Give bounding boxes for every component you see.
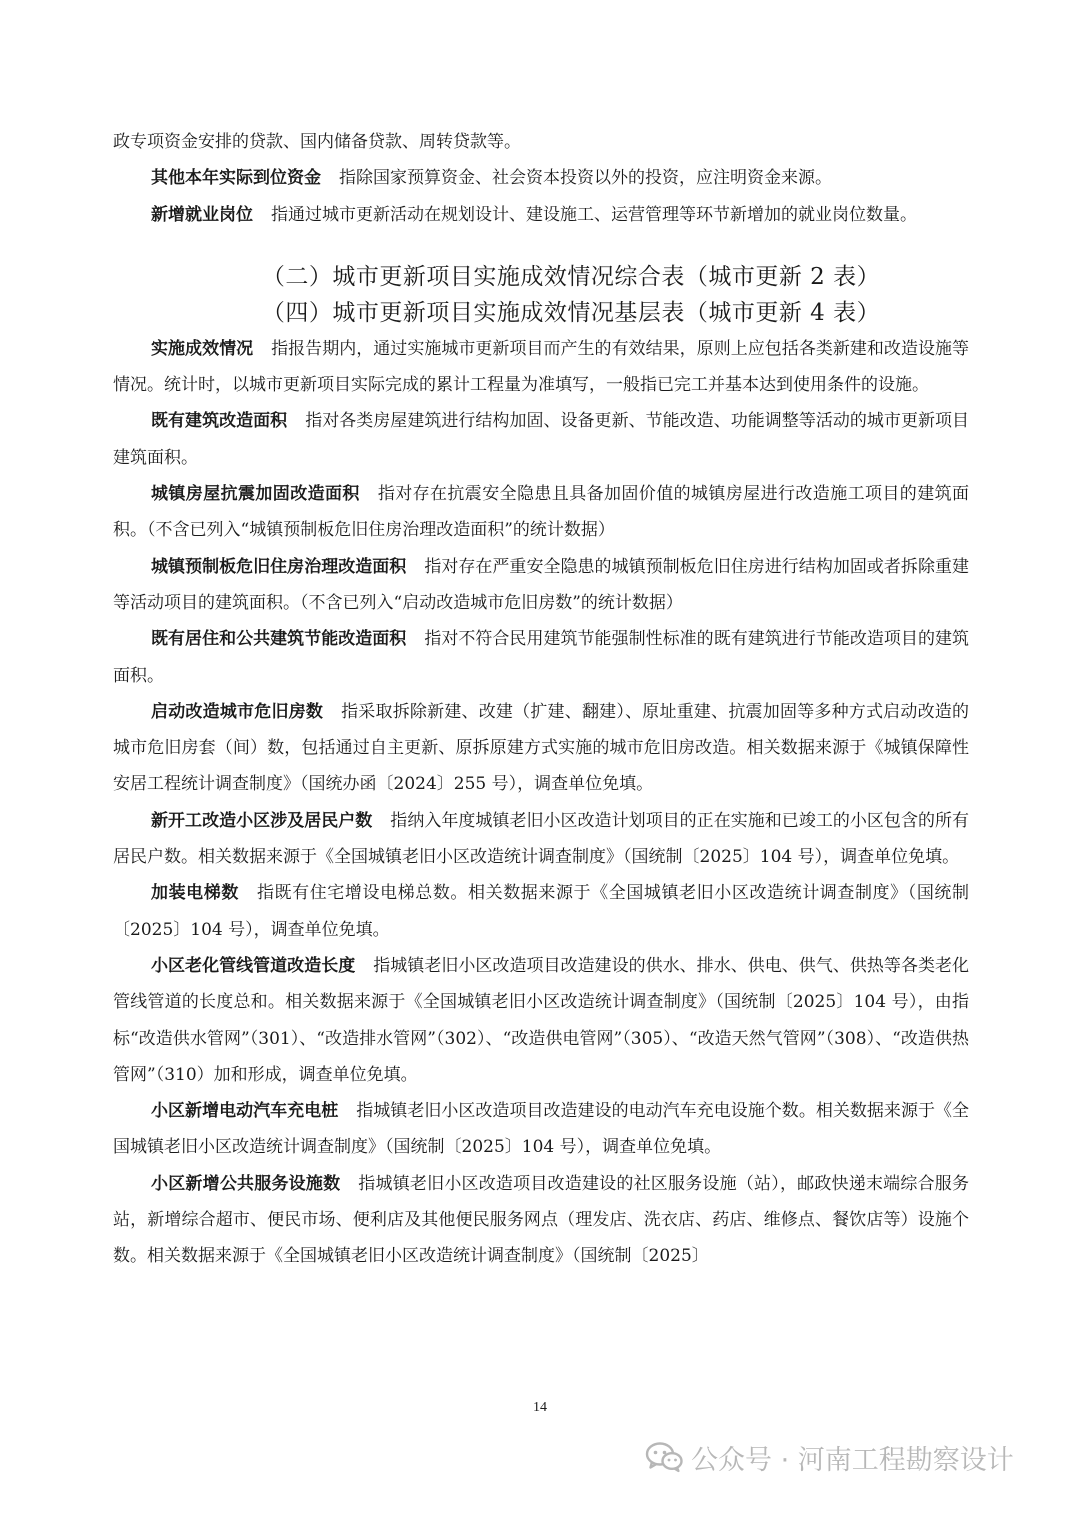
term-label: 新开工改造小区涉及居民户数 xyxy=(151,810,373,831)
definition-elevator-count xyxy=(113,875,969,948)
term-label: 小区新增电动汽车充电桩 xyxy=(151,1101,339,1122)
paragraph-2-text: 指除国家预算资金、社会资本投资以外的投资，应注明资金来源。 xyxy=(339,168,832,189)
paragraph-2 xyxy=(113,160,969,196)
term-label: 既有建筑改造面积 xyxy=(151,411,288,432)
definition-energy-retrofit-area xyxy=(113,621,969,694)
definition-resident-households xyxy=(113,803,969,876)
term-definition: 指对各类房屋建筑进行结构加固、设备更新、节能改造、功能调整等活动的城市更新项目建筑面积。 xyxy=(113,411,970,468)
definition-precast-slab-housing-area xyxy=(113,549,969,622)
paragraph-3 xyxy=(113,197,969,233)
definition-public-service-facilities xyxy=(113,1166,969,1275)
page-content xyxy=(113,124,969,1275)
paragraph-1-text: 政专项资金安排的贷款、国内储备贷款、周转贷款等。 xyxy=(113,132,521,152)
page-number: 14 xyxy=(533,1400,547,1415)
section-heading-4: （四）城市更新项目实施成效情况基层表（城市更新 4 表） xyxy=(261,299,881,326)
term-definition: 指既有住宅增设电梯总数。相关数据来源于《全国城镇老旧小区改造统计调查制度》（国统制〔2025〕104 号），调查单位免填。 xyxy=(113,883,970,940)
term-definition: 指城镇老旧小区改造项目改造建设的社区服务设施（站），邮政快递末端综合服务站，新增综合超市、便民市场、便利店及其他便民服务网点（理发店、洗衣店、药店、维修点、餐饮店等）设施个数。相关数据来源于《全国城镇老旧小区改造统计调查制度》（国统制〔2025〕 xyxy=(113,1173,970,1267)
definition-building-renovation-area xyxy=(113,403,969,476)
paragraph-1 xyxy=(113,124,969,160)
paragraph-3-text: 指通过城市更新活动在规划设计、建设施工、运营管理等环节新增加的就业岗位数量。 xyxy=(271,204,917,225)
term-label: 实施成效情况 xyxy=(151,338,254,359)
section-headings xyxy=(113,259,969,331)
term-definition: 指报告期内，通过实施城市更新项目而产生的有效结果，原则上应包括各类新建和改造设施等情况。统计时，以城市更新项目实际完成的累计工程量为准填写，一般指已完工并基本达到使用条件的设施。 xyxy=(113,338,970,396)
term-definition: 指对存在抗震安全隐患且具备加固价值的城镇房屋进行改造施工项目的建筑面积。（不含已列入“城镇预制板危旧住房治理改造面积”的统计数据） xyxy=(113,484,970,541)
section-heading-2: （二）城市更新项目实施成效情况综合表（城市更新 2 表） xyxy=(261,263,881,290)
watermark xyxy=(645,1436,1014,1478)
definition-implementation-results xyxy=(113,331,969,404)
term-label: 城镇预制板危旧住房治理改造面积 xyxy=(151,556,407,577)
definition-seismic-retrofit-area xyxy=(113,476,969,549)
term-definition: 指对存在严重安全隐患的城镇预制板危旧住房进行结构加固或者拆除重建等活动项目的建筑面积。（不含已列入“启动改造城市危旧房数”的统计数据） xyxy=(113,556,970,613)
definition-pipeline-length xyxy=(113,948,969,1093)
term-definition: 指城镇老旧小区改造项目改造建设的电动汽车充电设施个数。相关数据来源于《全国城镇老旧小区改造统计调查制度》（国统制〔2025〕104 号），调查单位免填。 xyxy=(113,1101,970,1158)
term-label: 既有居住和公共建筑节能改造面积 xyxy=(151,629,407,650)
term-label: 城镇房屋抗震加固改造面积 xyxy=(151,484,360,505)
paragraph-3-term: 新增就业岗位 xyxy=(151,204,253,225)
definition-dilapidated-housing-count xyxy=(113,694,969,803)
term-label: 启动改造城市危旧房数 xyxy=(151,701,324,722)
watermark-text: 公众号 · 河南工程勘察设计 xyxy=(691,1444,1014,1476)
term-definition: 指采取拆除新建、改建（扩建、翻建）、原址重建、抗震加固等多种方式启动改造的城市危旧房套（间）数，包括通过自主更新、原拆原建方式实施的城市危旧房改造。相关数据来源于《城镇保障性安居工程统计调查制度》（国统办函〔2024〕255 号），调查单位免填。 xyxy=(113,701,970,795)
term-definition: 指城镇老旧小区改造项目改造建设的供水、排水、供电、供气、供热等各类老化管线管道的长度总和。相关数据来源于《全国城镇老旧小区改造统计调查制度》（国统制〔2025〕104 号），由指标“改造供水管网”（301）、“改造排水管网”（302）、“改造供电管网”（305）、“改造天然气管网”（308）、“改造供热管网”（310）加和形成，调查单位免填。 xyxy=(113,955,970,1085)
term-label: 加装电梯数 xyxy=(151,883,239,904)
term-definition: 指对不符合民用建筑节能强制性标准的既有建筑进行节能改造项目的建筑面积。 xyxy=(113,629,970,686)
term-definition: 指纳入年度城镇老旧小区改造计划项目的正在实施和已竣工的小区包含的所有居民户数。相关数据来源于《全国城镇老旧小区改造统计调查制度》（国统制〔2025〕104 号），调查单位免填。 xyxy=(113,810,970,868)
term-label: 小区老化管线管道改造长度 xyxy=(151,955,356,976)
paragraph-2-term: 其他本年实际到位资金 xyxy=(151,168,321,189)
wechat-icon xyxy=(645,1441,683,1473)
term-label: 小区新增公共服务设施数 xyxy=(151,1173,341,1194)
definition-ev-charging-piles xyxy=(113,1093,969,1166)
